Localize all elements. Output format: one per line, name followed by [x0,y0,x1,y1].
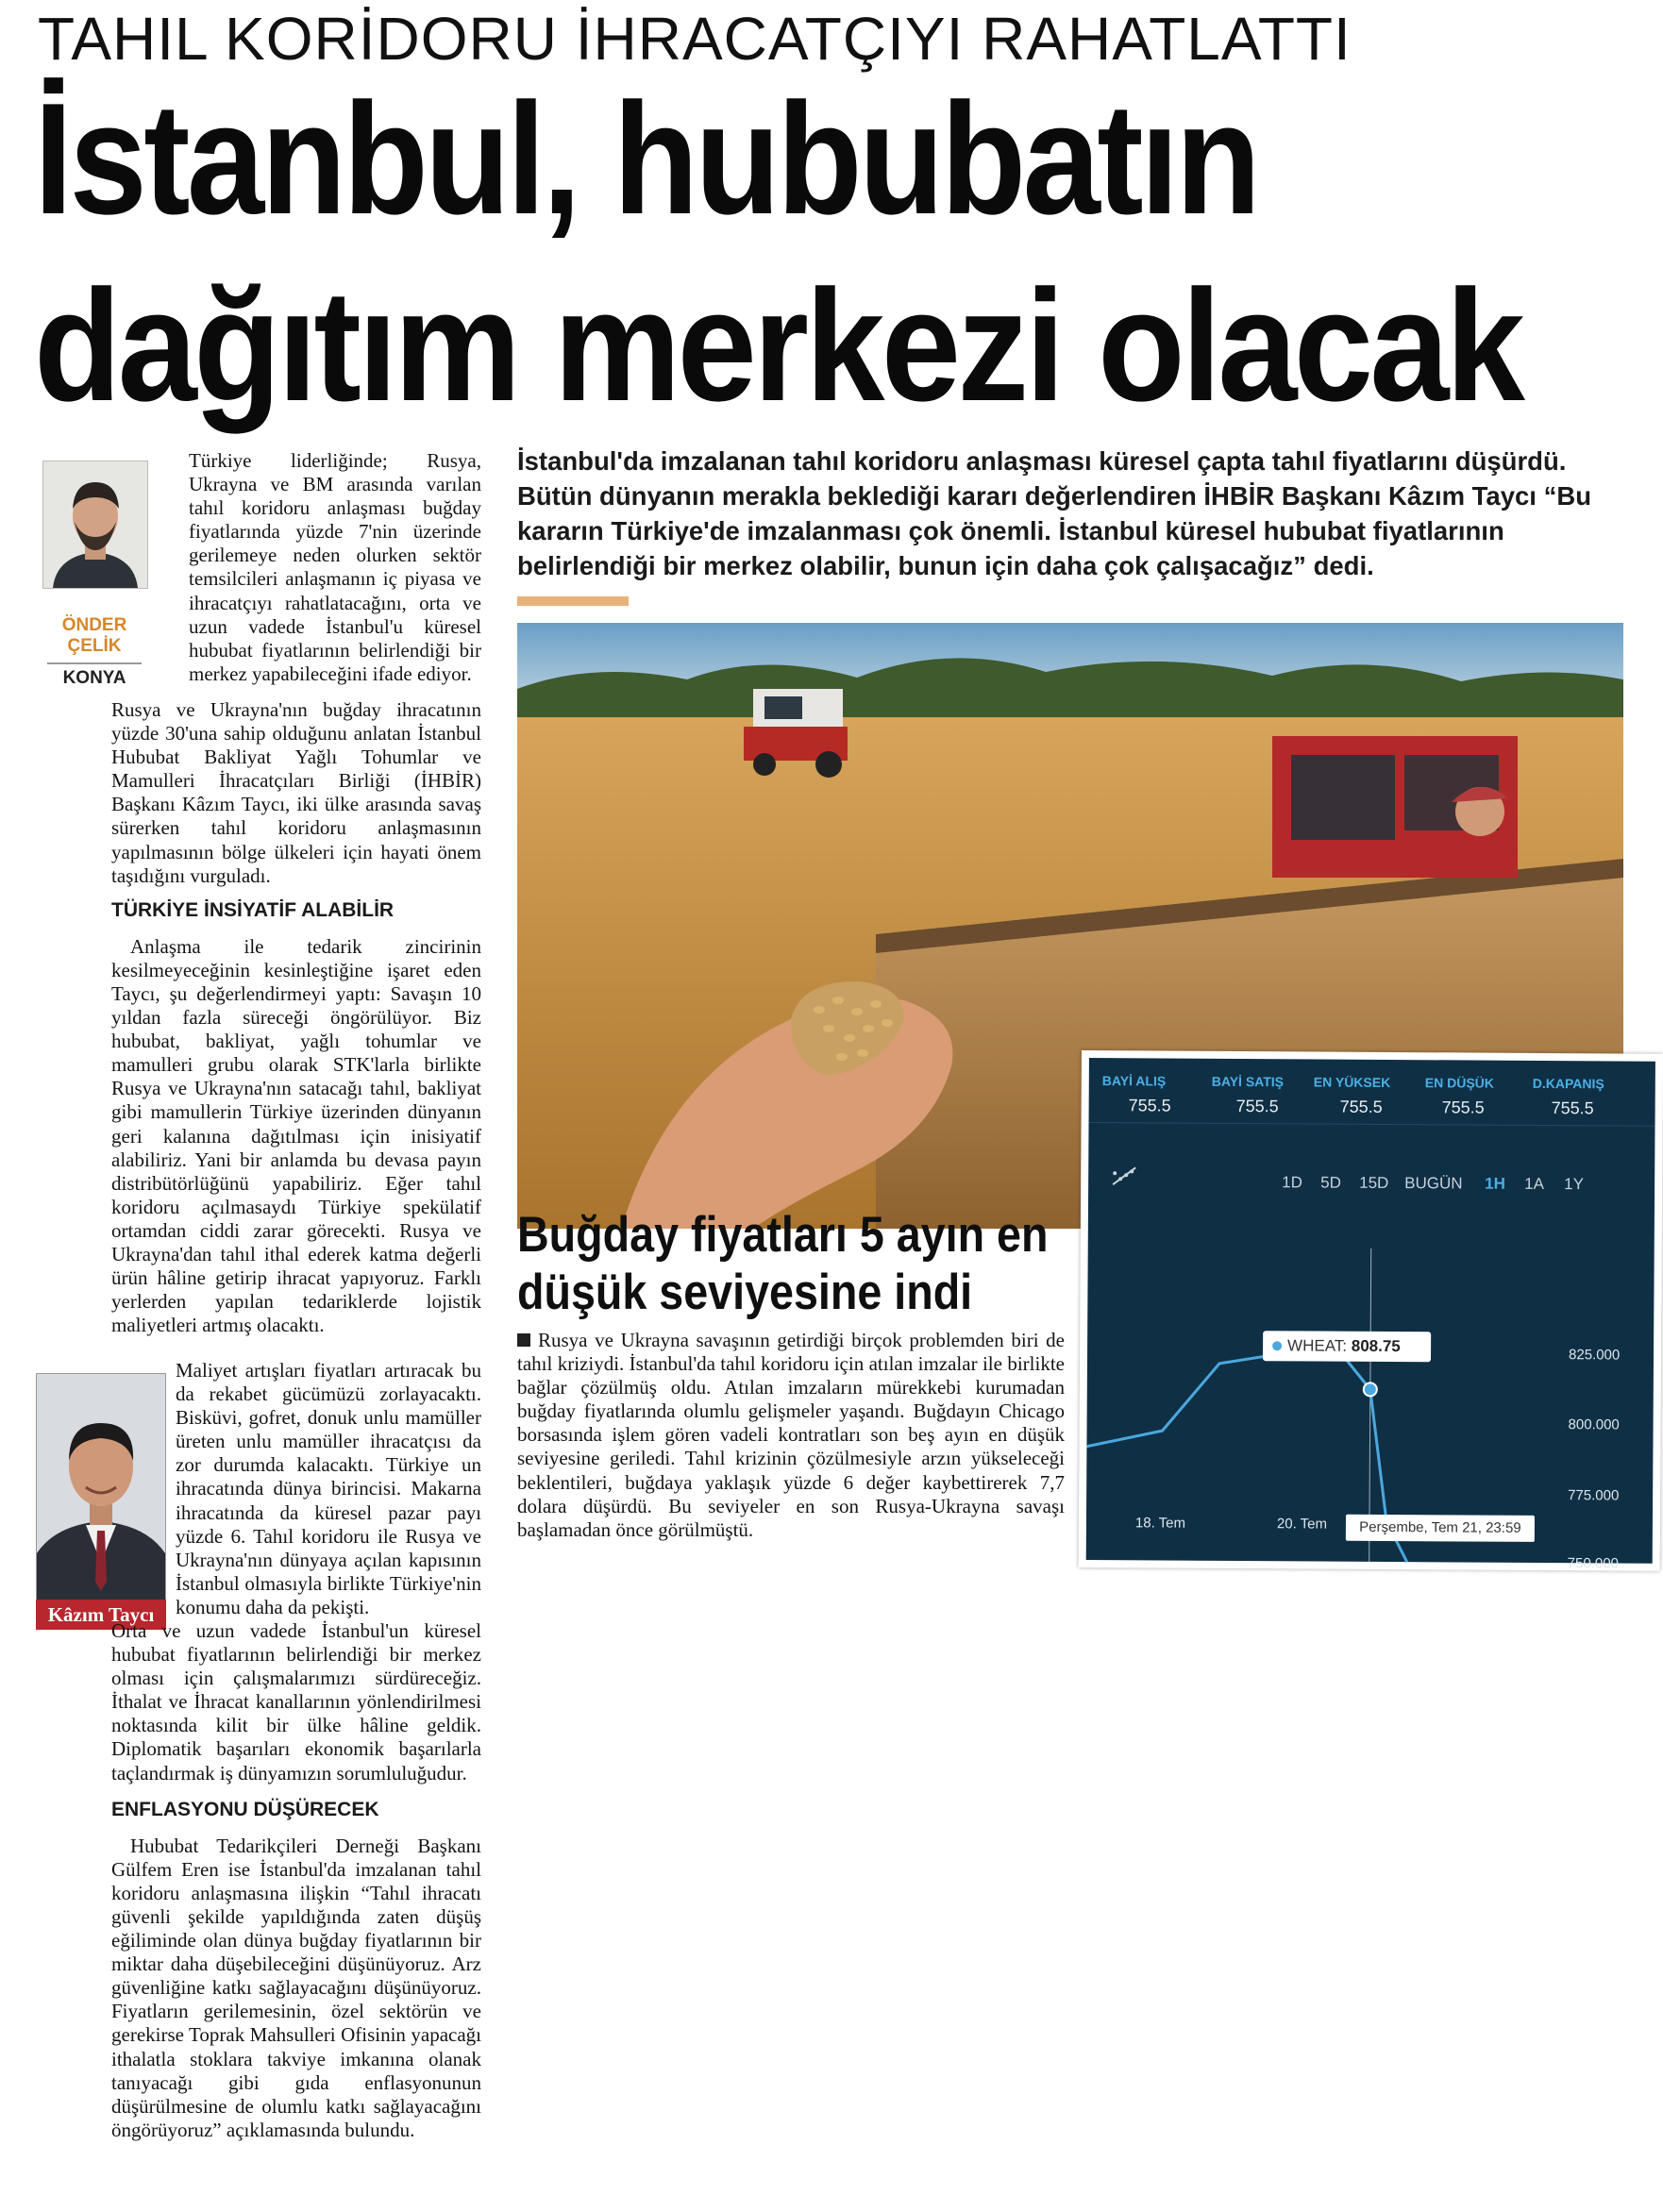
y-tick-775: 775.000 [1568,1487,1620,1504]
intro-accent-bar [517,596,629,606]
header-value-bayi-alis: 755.5 [1128,1096,1171,1115]
tooltip-value: 808.75 [1351,1336,1401,1356]
subheading-2: ENFLASYONU DÜŞÜRECEK [111,1798,379,1820]
range-5d[interactable]: 5D [1320,1173,1341,1192]
wheat-box-body [517,1329,1065,1542]
author-last-name: ÇELİK [67,636,122,656]
wheat-price-chart [1086,1209,1655,1564]
date-tooltip: Perşembe, Tem 21, 23:59 [1346,1515,1535,1542]
author-city: KONYA [62,668,126,688]
header-divider [1089,1122,1655,1127]
wheat-price-widget [1079,1050,1663,1571]
header-label-bayi-alis: BAYİ ALIŞ [1101,1073,1167,1089]
chart-settings-icon[interactable] [1107,1164,1145,1192]
range-15d[interactable]: 15D [1359,1173,1389,1192]
header-value-en-yuksek: 755.5 [1339,1097,1383,1116]
article-paragraph-3c: Orta ve uzun vadede İstanbul'un küresel hububat fiyatlarının belirlendiği bir merkez olması için çalışmalarımızı sürdüreceğiz. İthalat ve İhracat kanallarının yönlendirilmesi noktasında kilit bir ülke hâline geldik. Diplomatik başarıları ekonomik başarılarla taçlandırmak iş dünyamızın sorumluluğudur. [111,1619,481,1785]
intro-spot: İstanbul'da imzalanan tahıl koridoru anlaşması küresel çapta tahıl fiyatlarını düşürdü. Bütün dünyanın merakla beklediği kararı değerlendiren İHBİR Başkanı Kâzım Taycı “Bu kararın Türkiye'de imzalanması çok önemli. İstanbul küresel hububat fiyatlarının belirlendiği bir merkez olabilir, bunun için daha çok çalışacağız” dedi. [517,446,1592,580]
author-name [42,615,146,657]
kazim-tayci-photo [36,1373,166,1601]
header-label-en-dusuk: EN DÜŞÜK [1424,1075,1494,1091]
article-column-float [176,1359,481,1619]
headline-line2: dağıtım merkezi olacak [34,257,1522,434]
article-column-top [189,449,481,686]
article-paragraph-3: Anlaşma ile tedarik zincirinin kesilmeyeceğinin kesinleştiğine işaret eden Taycı, şu değerlendirmeyi yaptı: Savaşın 10 yıldan fazla süreceği öngörülüyor. Biz hububat, bakliyat, yağlı tohumlar ve mamulleri grubu olarak STK'larla birlikte Rusya ve Ukrayna'nın satacağı tahıl, bakliyat gibi mamullerin Türkiye üzerinden dünyanın geri kalanına dağıtılması için inisiyatif alabiliriz. Yani bir anlamda bu devasa payın distribütörlüğünü yapabiliriz. Eğer tahıl koridoru açılmasaydı Türkiye spekülatif ortamdan ciddi zarar görecekti. Rusya ve Ukrayna'dan tahıl ithal ederek katma değerli ürün hâline getirip ihracat yapıyoruz. Farklı yerlerden yapılan tedariklerde lojistik maliyetleri artmış olacaktı. [111,934,481,1337]
header-value-en-dusuk: 755.5 [1441,1098,1485,1117]
author-photo [42,461,148,589]
x-tick-20-tem: 20. Tem [1276,1516,1328,1533]
range-1d[interactable]: 1D [1282,1173,1302,1192]
subheading-1: TÜRKİYE İNSİYATİF ALABİLİR [111,898,395,921]
header-value-bayi-satis: 755.5 [1235,1097,1279,1116]
widget-panel [1086,1058,1655,1572]
wheat-box-title-line2: düşük seviyesine indi [517,1265,973,1320]
header-label-d-kapanis: D.KAPANIŞ [1532,1075,1604,1092]
article-paragraph-2: Rusya ve Ukrayna'nın buğday ihracatının yüzde 30'una sahip olduğunu anlatan İstanbul Hububat Bakliyat Yağlı Tohumlar ve Mamulleri İhracatçıları Birliği (İHBİR) Başkanı Kâzım Taycı, iki ülke arasında savaş sürerken tahıl koridoru anlaşmasının yapılmasının bölge ülkeleri için hayati önem taşıdığını vurguladı. [111,698,481,887]
author-first-name: ÖNDER [61,615,127,635]
kicker: TAHIL KORİDORU İHRACATÇIYI RAHATLATTI [38,5,1352,73]
square-bullet-icon [517,1333,530,1347]
value-tooltip [1263,1331,1431,1362]
wheat-box-title [517,1206,1049,1321]
range-bugun[interactable]: BUGÜN [1404,1174,1463,1193]
y-tick-825: 825.000 [1568,1347,1621,1364]
x-tick-18-tem: 18. Tem [1134,1515,1186,1532]
header-label-en-yuksek: EN YÜKSEK [1313,1074,1391,1090]
wheat-box-text: Rusya ve Ukrayna savaşının getirdiği birçok problemden biri de tahıl kriziydi. İstanbul'da tahıl koridoru için atılan imzalar ile birlikte bağlar çözülmüş oldu. Atılan imzaların mürekkebi kurumadan buğday fiyatlarında olumlu gelişmeler yaşandı. Buğdayın Chicago borsasında işlem gören vadeli kontratları son beş ayın en düşük seviyesine geriledi. Tahıl krizinin çözülmesiyle arzın yükseleceği beklentileri, buğdaya yaklaşık yüzde 6 değer kaybettirerek 7,7 dolara düşürdü. Bu seviyeler en son Rusya-Ukrayna savaşı başlamadan önce görülmüştü. [517,1329,1065,1541]
range-1y[interactable]: 1Y [1564,1175,1584,1194]
wheat-box-title-line1: Buğday fiyatları 5 ayın en [517,1207,1049,1263]
article-paragraph-1: Türkiye liderliğinde; Rusya, Ukrayna ve BM arasında varılan tahıl koridoru anlaşması buğday fiyatlarında yüzde 7'nin üzerinde gerilemeye neden olurken sektör temsilcileri anlaşmanın iç piyasa ve ihracatçıyı rahatlatacağını, orta ve uzun vadede İstanbul'u küresel hububat fiyatlarının belirlendiği bir merkez yapabileceğini ifade ediyor. [189,449,481,685]
header-value-d-kapanis: 755.5 [1551,1098,1594,1118]
wheat-point-marker [1364,1382,1377,1396]
tooltip-series: WHEAT: [1287,1336,1348,1355]
range-1a[interactable]: 1A [1524,1174,1544,1193]
series-dot-icon [1272,1341,1282,1350]
y-tick-800: 800.000 [1568,1416,1620,1433]
article-column-main [111,698,481,1337]
range-1h[interactable]: 1H [1485,1174,1505,1193]
header-label-bayi-satis: BAYİ SATIŞ [1211,1073,1285,1090]
article-paragraph-3b: Maliyet artışları fiyatları artıracak bu da rekabet gücümüzü zorlayacaktı. Bisküvi, gofret, donuk unlu mamüller üreten unlu mamüller ihracatçısı da zor durumda kalacaktı. Türkiye un ihracatında dünya birincisi. Makarna ihracatında da küresel pazar payı yüzde 6. Tahıl koridoru ile Rusya ve Ukrayna'nın dünyaya açılan kapısının İstanbul olmasıyla birlikte Türkiye'nin konumu daha da pekişti. [176,1359,481,1618]
y-tick-750: 750.000 [1567,1555,1619,1572]
headline-line1: İstanbul, hububatın [34,70,1258,247]
byline-divider [47,662,142,664]
article-column-bottom [111,1619,481,2142]
photo-caption: Kâzım Taycı [36,1600,166,1630]
article-paragraph-4: Hububat Tedarikçileri Derneği Başkanı Gülfem Eren ise İstanbul'da imzalanan tahıl koridoru anlaşmasına ilişkin “Tahıl ihracatı güvenli şekilde yapıldığında zaten düşüş eğiliminde olan dünya buğday fiyatlarının bir miktar daha düşebileceğini düşünüyoruz. Arz güvenliğine katkı sağlayacağını düşünüyoruz. Fiyatların gerilemesinin, özel sektörün ve gerekirse Toprak Mahsulleri Ofisinin yapacağı ithalatla stoklara takviye imkanına olanak tanıyacağı gibi gıda enflasyonunun düşürülmesine de olumlu katkı sağlayacağını öngörüyoruz” açıklamasında bulundu. [111,1834,481,2141]
